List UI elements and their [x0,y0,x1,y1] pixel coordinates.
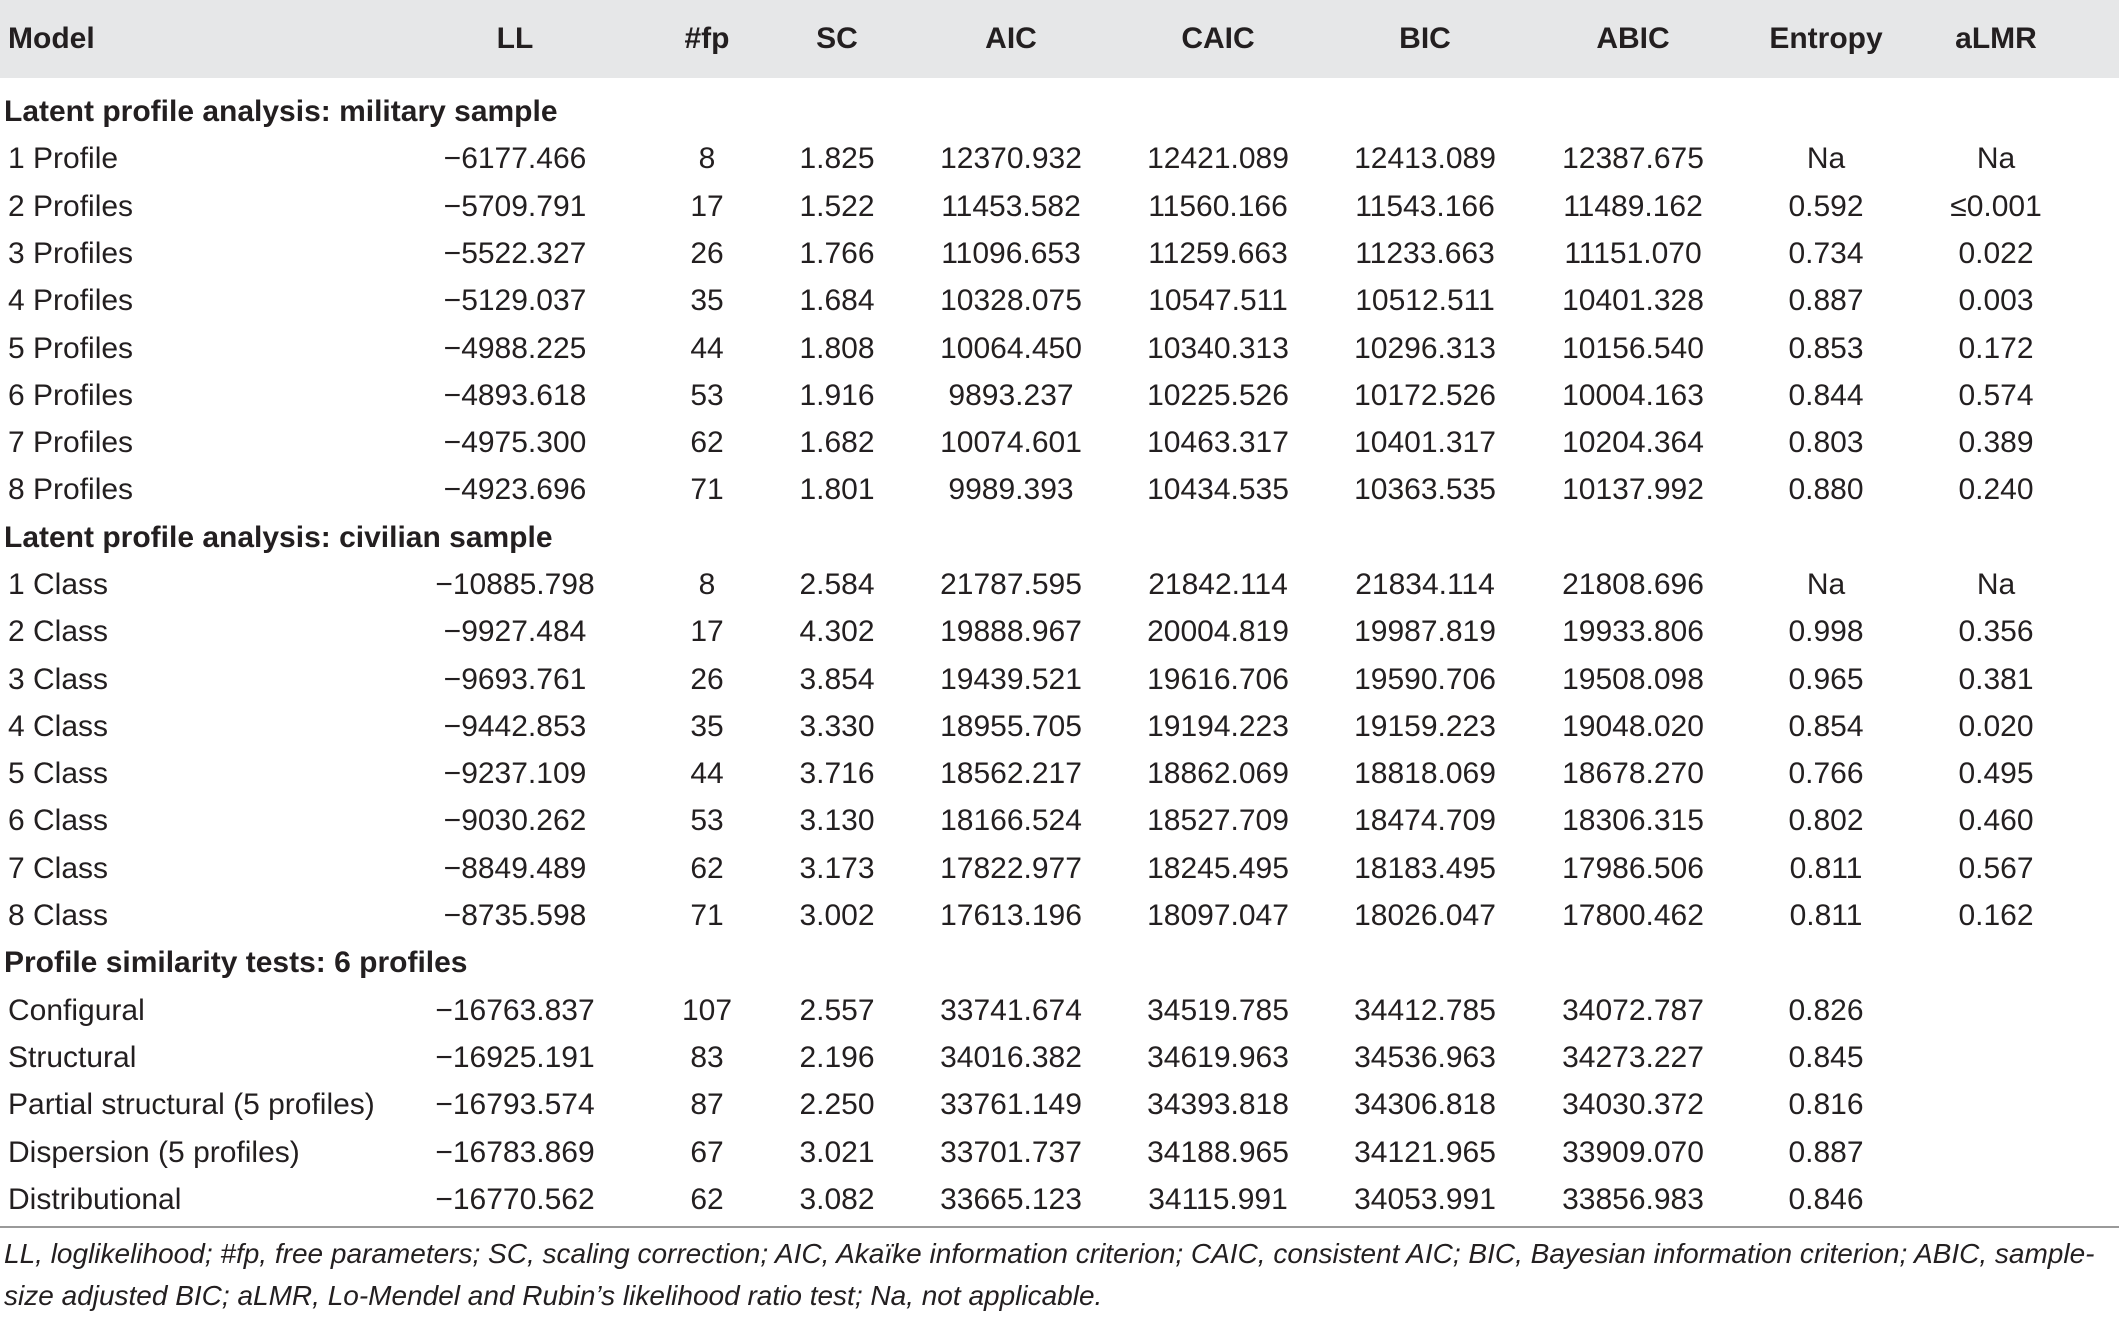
cell-almr: 0.240 [1958,473,2034,506]
cell-almr: 0.172 [1958,332,2034,365]
cell-bic: 10296.313 [1354,332,1496,365]
cell-entropy: 0.811 [1789,852,1863,885]
cell-caic: 10340.313 [1147,332,1289,365]
cell-sc: 1.522 [799,190,875,223]
cell-fp: 107 [681,994,733,1027]
cell-model: 2 Class [8,615,109,648]
cell-caic: 11560.166 [1148,190,1288,223]
cell-aic: 9989.393 [948,473,1074,506]
cell-aic: 19439.521 [940,663,1082,696]
cell-caic: 10463.317 [1147,426,1289,459]
table-row [0,797,2119,844]
cell-abic: 11489.162 [1563,190,1703,223]
cell-bic: 34121.965 [1354,1136,1496,1169]
cell-ll: −16763.837 [435,994,595,1027]
cell-model: 1 Class [8,568,109,601]
cell-fp: 17 [690,615,724,648]
table-row [0,1081,2119,1128]
cell-sc: 3.854 [799,663,875,696]
cell-sc: 1.825 [799,142,875,175]
cell-aic: 33761.149 [940,1088,1082,1121]
cell-model: 7 Profiles [8,426,134,459]
cell-sc: 3.082 [799,1183,875,1216]
cell-abic: 34030.372 [1562,1088,1704,1121]
cell-caic: 34519.785 [1147,994,1289,1027]
cell-entropy: 0.826 [1788,994,1864,1027]
cell-bic: 18474.709 [1354,804,1496,837]
cell-bic: 34053.991 [1354,1183,1496,1216]
table-row [0,845,2119,892]
cell-entropy: 0.965 [1788,663,1864,696]
cell-entropy: 0.844 [1788,379,1864,412]
cell-aic: 11453.582 [941,190,1081,223]
cell-fp: 71 [690,473,724,506]
cell-caic: 18527.709 [1147,804,1289,837]
cell-aic: 10328.075 [940,284,1082,317]
cell-entropy: Na [1806,568,1846,601]
cell-fp: 62 [690,1183,724,1216]
cell-abic: 19933.806 [1562,615,1704,648]
cell-ll: −5522.327 [443,237,587,270]
cell-sc: 3.330 [799,710,875,743]
cell-fp: 8 [698,142,716,175]
cell-fp: 53 [690,379,724,412]
column-header-almr: aLMR [1955,22,2037,55]
cell-abic: 33856.983 [1562,1183,1704,1216]
cell-abic: 34273.227 [1562,1041,1704,1074]
cell-ll: −4923.696 [443,473,587,506]
cell-aic: 10074.601 [940,426,1082,459]
cell-aic: 18562.217 [940,757,1082,790]
cell-fp: 26 [690,663,724,696]
cell-almr: 0.567 [1958,852,2034,885]
cell-entropy: 0.880 [1788,473,1864,506]
cell-almr: 0.356 [1958,615,2034,648]
cell-bic: 18026.047 [1354,899,1496,932]
cell-caic: 20004.819 [1147,615,1289,648]
cell-sc: 2.584 [799,568,875,601]
cell-ll: −10885.798 [435,568,595,601]
cell-entropy: 0.592 [1788,190,1864,223]
table-row [0,892,2119,939]
cell-almr: ≤0.001 [1950,190,2042,223]
cell-fp: 44 [690,757,724,790]
cell-model: 7 Class [8,852,109,885]
table-row [0,183,2119,230]
cell-sc: 2.196 [799,1041,875,1074]
cell-fp: 71 [690,899,724,932]
cell-abic: 10004.163 [1562,379,1704,412]
cell-fp: 83 [690,1041,724,1074]
cell-bic: 10172.526 [1354,379,1496,412]
cell-ll: −16783.869 [435,1136,595,1169]
cell-bic: 11233.663 [1355,237,1495,270]
cell-caic: 11259.663 [1148,237,1288,270]
table-header-row [0,0,2119,78]
cell-aic: 19888.967 [940,615,1082,648]
cell-model: 8 Class [8,899,109,932]
cell-ll: −4988.225 [443,332,587,365]
cell-caic: 34393.818 [1147,1088,1289,1121]
cell-abic: 10137.992 [1562,473,1704,506]
cell-aic: 10064.450 [940,332,1082,365]
cell-caic: 21842.114 [1148,568,1288,601]
cell-bic: 19159.223 [1354,710,1496,743]
table-row [0,419,2119,466]
cell-almr: 0.003 [1958,284,2034,317]
cell-fp: 44 [690,332,724,365]
cell-abic: 33909.070 [1562,1136,1704,1169]
cell-caic: 34115.991 [1148,1183,1288,1216]
cell-bic: 19987.819 [1354,615,1496,648]
cell-abic: 19048.020 [1562,710,1704,743]
cell-entropy: 0.887 [1788,1136,1864,1169]
table-row [0,135,2119,182]
table-row [0,656,2119,703]
cell-sc: 3.173 [799,852,875,885]
cell-abic: 34072.787 [1562,994,1704,1027]
cell-almr: 0.389 [1958,426,2034,459]
cell-entropy: 0.811 [1789,899,1863,932]
column-header-sc: SC [816,22,858,55]
cell-model: 4 Class [8,710,109,743]
cell-model: Configural [8,994,145,1027]
cell-sc: 3.021 [799,1136,875,1169]
cell-aic: 17613.196 [940,899,1082,932]
cell-fp: 87 [690,1088,724,1121]
cell-entropy: 0.998 [1788,615,1864,648]
cell-entropy: 0.734 [1788,237,1864,270]
cell-bic: 18183.495 [1354,852,1496,885]
table-row [0,325,2119,372]
cell-entropy: 0.854 [1788,710,1864,743]
column-header-entropy: Entropy [1769,22,1883,55]
cell-sc: 1.682 [799,426,875,459]
cell-caic: 18862.069 [1147,757,1289,790]
cell-almr: 0.495 [1958,757,2034,790]
cell-abic: 10401.328 [1562,284,1704,317]
cell-caic: 19616.706 [1147,663,1289,696]
table-row [0,561,2119,608]
cell-bic: 10401.317 [1354,426,1496,459]
cell-abic: 17800.462 [1562,899,1704,932]
cell-sc: 2.250 [799,1088,875,1121]
table-row [0,703,2119,750]
cell-bic: 34306.818 [1354,1088,1496,1121]
cell-ll: −4975.300 [443,426,587,459]
cell-ll: −9237.109 [443,757,587,790]
cell-bic: 11543.166 [1355,190,1495,223]
cell-model: 5 Class [8,757,109,790]
cell-ll: −16770.562 [435,1183,595,1216]
cell-model: 8 Profiles [8,473,134,506]
cell-bic: 19590.706 [1354,663,1496,696]
cell-model: Structural [8,1041,137,1074]
table-row [0,466,2119,513]
cell-ll: −9693.761 [443,663,587,696]
cell-sc: 4.302 [799,615,875,648]
cell-fp: 35 [690,284,724,317]
cell-aic: 33701.737 [940,1136,1082,1169]
cell-almr: 0.574 [1958,379,2034,412]
cell-almr: Na [1976,568,2016,601]
cell-entropy: 0.845 [1788,1041,1864,1074]
cell-almr: 0.020 [1958,710,2034,743]
cell-abic: 11151.070 [1564,237,1702,270]
cell-almr: Na [1976,142,2016,175]
cell-sc: 3.002 [799,899,875,932]
cell-ll: −16925.191 [435,1041,595,1074]
cell-entropy: 0.802 [1788,804,1864,837]
section-title: Latent profile analysis: military sample [4,95,558,128]
cell-abic: 10204.364 [1562,426,1704,459]
cell-ll: −16793.574 [435,1088,595,1121]
table-row [0,608,2119,655]
cell-caic: 19194.223 [1147,710,1289,743]
cell-ll: −5709.791 [443,190,587,223]
cell-caic: 34619.963 [1147,1041,1289,1074]
cell-model: 4 Profiles [8,284,134,317]
cell-entropy: 0.853 [1788,332,1864,365]
cell-aic: 21787.595 [940,568,1082,601]
cell-abic: 10156.540 [1562,332,1704,365]
table-row [0,750,2119,797]
cell-aic: 11096.653 [941,237,1081,270]
cell-sc: 1.916 [799,379,875,412]
cell-model: 5 Profiles [8,332,134,365]
cell-caic: 12421.089 [1147,142,1289,175]
cell-sc: 2.557 [799,994,875,1027]
table-row [0,372,2119,419]
column-header-model: Model [8,22,95,55]
table-row [0,1034,2119,1081]
cell-entropy: 0.766 [1788,757,1864,790]
table-bottom-rule [0,1226,2119,1228]
cell-model: Dispersion (5 profiles) [8,1136,300,1169]
cell-ll: −6177.466 [443,142,587,175]
cell-ll: −8849.489 [443,852,587,885]
cell-fp: 62 [690,426,724,459]
cell-model: 1 Profile [8,142,119,175]
column-header-fp: #fp [684,22,730,55]
column-header-caic: CAIC [1181,22,1255,55]
cell-entropy: 0.887 [1788,284,1864,317]
cell-fp: 8 [698,568,716,601]
table-row [0,1176,2119,1223]
column-header-abic: ABIC [1596,22,1670,55]
cell-entropy: 0.846 [1788,1183,1864,1216]
cell-abic: 18306.315 [1562,804,1704,837]
cell-aic: 9893.237 [948,379,1074,412]
cell-fp: 26 [690,237,724,270]
cell-almr: 0.460 [1958,804,2034,837]
cell-ll: −8735.598 [443,899,587,932]
table-footnote: LL, loglikelihood; #fp, free parameters; SC, scaling correction; AIC, Akaïke information criterion; CAIC, consistent AIC; BIC, Bayesian information criterion; ABIC, sample-size adjusted BIC; aLMR, Lo-Mendel and Rubin’s likelihood ratio test; Na, not applicable. [4,1238,2095,1311]
cell-abic: 19508.098 [1562,663,1704,696]
cell-caic: 34188.965 [1147,1136,1289,1169]
cell-sc: 3.716 [799,757,875,790]
cell-fp: 53 [690,804,724,837]
cell-caic: 10547.511 [1148,284,1288,317]
cell-entropy: 0.803 [1788,426,1864,459]
cell-ll: −9927.484 [443,615,587,648]
table-row [0,987,2119,1034]
cell-aic: 17822.977 [940,852,1082,885]
cell-aic: 33665.123 [940,1183,1082,1216]
cell-sc: 1.684 [799,284,875,317]
cell-model: 2 Profiles [8,190,134,223]
cell-bic: 10512.511 [1355,284,1495,317]
cell-fp: 17 [690,190,724,223]
cell-ll: −5129.037 [443,284,587,317]
table-row [0,1129,2119,1176]
cell-sc: 3.130 [799,804,875,837]
table-row [0,230,2119,277]
cell-fp: 35 [690,710,724,743]
column-header-aic: AIC [985,22,1037,55]
cell-abic: 18678.270 [1562,757,1704,790]
cell-entropy: 0.816 [1788,1088,1864,1121]
cell-model: Partial structural (5 profiles) [8,1088,375,1121]
cell-entropy: Na [1806,142,1846,175]
cell-abic: 12387.675 [1562,142,1704,175]
cell-fp: 67 [690,1136,724,1169]
cell-caic: 10225.526 [1147,379,1289,412]
cell-caic: 18097.047 [1147,899,1289,932]
cell-model: Distributional [8,1183,182,1216]
cell-fp: 62 [690,852,724,885]
cell-aic: 34016.382 [940,1041,1082,1074]
cell-caic: 18245.495 [1147,852,1289,885]
cell-sc: 1.801 [799,473,875,506]
cell-sc: 1.808 [799,332,875,365]
cell-abic: 17986.506 [1562,852,1704,885]
cell-bic: 12413.089 [1354,142,1496,175]
cell-aic: 18955.705 [940,710,1082,743]
cell-model: 6 Class [8,804,109,837]
cell-model: 6 Profiles [8,379,134,412]
cell-bic: 18818.069 [1354,757,1496,790]
cell-bic: 10363.535 [1354,473,1496,506]
cell-almr: 0.022 [1958,237,2034,270]
cell-sc: 1.766 [799,237,875,270]
section-title: Profile similarity tests: 6 profiles [4,946,468,979]
cell-aic: 12370.932 [940,142,1082,175]
column-header-ll: LL [496,22,534,55]
cell-aic: 33741.674 [940,994,1082,1027]
cell-abic: 21808.696 [1562,568,1704,601]
cell-almr: 0.162 [1958,899,2034,932]
cell-model: 3 Profiles [8,237,134,270]
cell-almr: 0.381 [1958,663,2034,696]
cell-ll: −4893.618 [443,379,587,412]
column-header-bic: BIC [1399,22,1451,55]
table-row [0,277,2119,324]
section-title: Latent profile analysis: civilian sample [4,521,553,554]
cell-caic: 10434.535 [1147,473,1289,506]
cell-aic: 18166.524 [940,804,1082,837]
cell-model: 3 Class [8,663,109,696]
cell-ll: −9442.853 [443,710,587,743]
cell-bic: 34536.963 [1354,1041,1496,1074]
cell-bic: 21834.114 [1355,568,1495,601]
cell-ll: −9030.262 [443,804,587,837]
cell-bic: 34412.785 [1354,994,1496,1027]
